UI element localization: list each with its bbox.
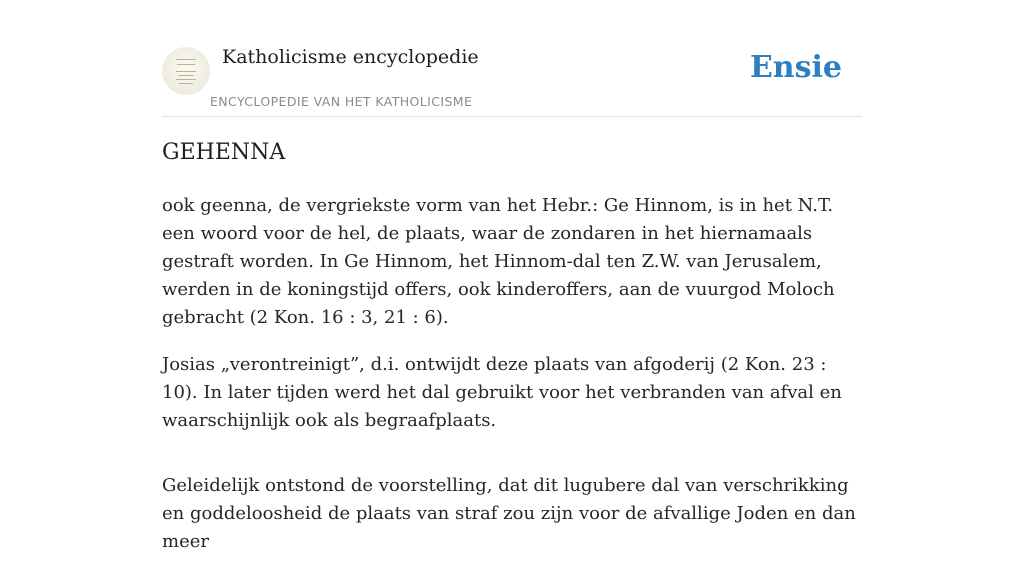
encyclopedia-title[interactable]: Katholicisme encyclopedie — [222, 46, 479, 68]
article-paragraph: Geleidelijk ontstond de voorstelling, dat dit lugubere dal van verschrikking en goddeloosheid de plaats van straf zou zijn voor de afvallige Joden en dan meer — [162, 475, 856, 552]
ensie-logo-link[interactable]: Ensie — [749, 50, 842, 85]
article-paragraph: Josias „verontreinigt”, d.i. ontwijdt deze plaats van afgoderij (2 Kon. 23 : 10). In later tijden werd het dal gebruikt voor het verbranden van afval en waarschijnlijk ook als begraafplaats. — [162, 354, 842, 431]
article-title: GEHENNA — [162, 140, 286, 165]
article-paragraph: ook geenna, de vergriekste vorm van het Hebr.: Ge Hinnom, is in het N.T. een woord voor de hel, de plaats, waar de zondaren in het hiernamaals gestraft worden. In Ge Hinnom, het Hinnom-dal ten Z.W. van Jerusalem, werden in de koningstijd offers, ook kinderoffers, aan de vuurgod Moloch gebracht (2 Kon. 16 : 3, 21 : 6). — [162, 195, 835, 328]
page-header — [162, 44, 862, 117]
encyclopedia-subtitle: ENCYCLOPEDIE VAN HET KATHOLICISME — [210, 94, 473, 109]
encyclopedia-cover-thumbnail[interactable] — [162, 47, 210, 95]
article-body — [162, 192, 862, 575]
